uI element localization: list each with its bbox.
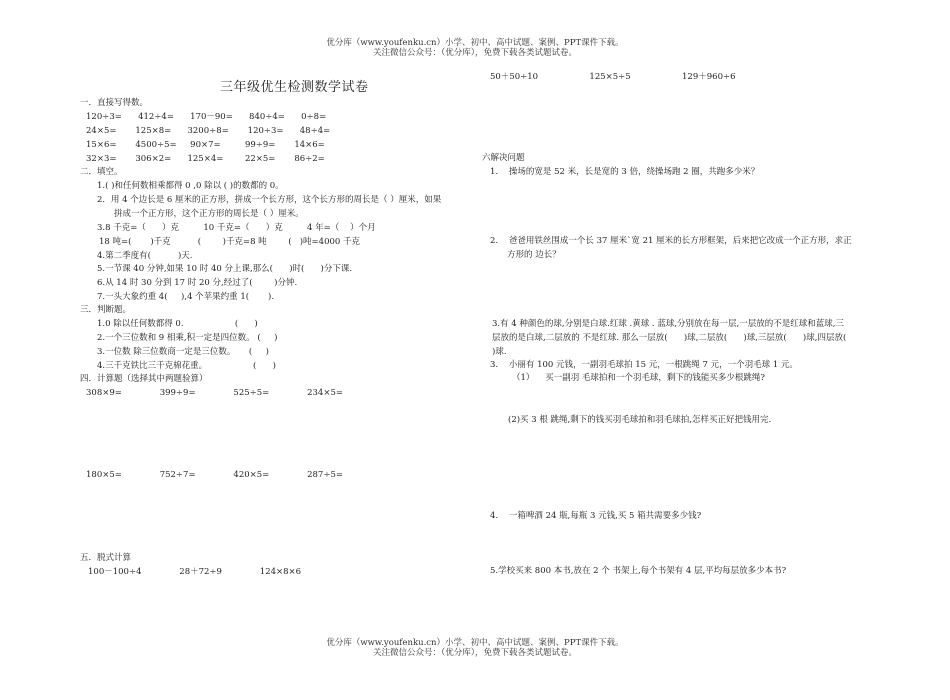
word-problem-2-cont: 方形的 边长？ bbox=[507, 250, 561, 260]
fill-blank-item: 7.一头大象约重 4( ),4 个苹果约重 1( ). bbox=[97, 292, 275, 302]
fill-blank-item: 1.( )和任何数相乘都得 0 ,0 除以 ( )的数都的 0。 bbox=[97, 181, 284, 191]
exam-title: 三年级优生检测数学试卷 bbox=[220, 80, 369, 95]
page-header-line1: 优分库（www.youfenku.cn）小学、初中、高中试题、案例、PPT课件下载。 bbox=[326, 38, 624, 48]
true-false-item: 2.一个三位数和 9 相乘,积一定是四位数。 ( ) bbox=[97, 333, 278, 343]
page-header-line2: 关注微信公众号：（优分库），免费下载各类试题试卷。 bbox=[372, 48, 577, 58]
true-false-item: 1.0 除以任何数都得 0. ( ) bbox=[97, 319, 258, 329]
word-problem-6: 5.学校买来 800 本书,放在 2 个 书架上,每个书架有 4 层,平均每层放多少本书? bbox=[490, 566, 787, 576]
section-1-heading: 一．直接写得数。 bbox=[80, 98, 149, 108]
section-3-heading: 三．判断题。 bbox=[80, 305, 132, 315]
fill-blank-item: 拼成一个正方形，这个正方形的周长是（ ）厘米。 bbox=[114, 209, 304, 219]
section-4-heading: 四．计算题（选择其中两题验算） bbox=[80, 374, 208, 384]
page-footer-line2: 关注微信公众号：（优分库），免费下载各类试题试卷。 bbox=[372, 648, 577, 658]
fill-blank-item: 4.第二季度有( )天. bbox=[97, 251, 193, 261]
word-problem-4: 3. 小丽有 100 元钱，一副羽毛球拍 15 元，一根跳绳 7 元，一个羽毛球 1 元。 bbox=[490, 360, 798, 370]
word-problem-5: 4. 一箱啤酒 24 瓶,每瓶 3 元钱,买 5 箱共需要多少钱? bbox=[490, 511, 702, 521]
fill-blank-item: 6.从 14 时 30 分到 17 时 20 分,经过了( )分钟. bbox=[97, 278, 298, 288]
word-problem-4-part2: (2)买 3 根 跳绳,剩下的钱买羽毛球拍和羽毛球拍,怎样买正好把钱用完. bbox=[508, 415, 772, 425]
oral-calc-row: 120÷3= 412÷4= 170－90= 840÷4= 0÷8= bbox=[86, 112, 327, 122]
fill-blank-item: 18 吨=( )千克 ( )千克=8 吨 ( )吨=4000 千克 bbox=[99, 237, 360, 247]
word-problem-3-cont: )球. bbox=[492, 347, 507, 357]
stepwise-calc-row: 50＋50÷10 125×5÷5 129＋960÷6 bbox=[490, 72, 736, 82]
section-5-heading: 五．脱式计算 bbox=[80, 553, 132, 563]
word-problem-1: 1. 操场的宽是 52 米，长是宽的 3 倍，绕操场跑 2 圈，共跑多少米？ bbox=[490, 167, 760, 177]
true-false-item: 4.三千克铁比三千克棉花重。 ( ) bbox=[97, 361, 276, 371]
word-problem-4-part1: （1） 买一副羽 毛球拍和一个羽毛球，剩下的钱能买多少根跳绳? bbox=[512, 373, 765, 383]
fill-blank-item: 2．用 4 个边长是 6 厘米的正方形，拼成一个长方形，这个长方形的周长是（ ）厘米，如果 bbox=[97, 195, 442, 205]
word-problem-3: 3.有 4 种颜色的球,分别是白球.红球 .黄球 . 蓝球,分别放在每一层,一层放的不是红球和蓝球,三 bbox=[492, 319, 844, 329]
oral-calc-row: 15×6= 4500÷5= 90×7= 99÷9= 14×6= bbox=[86, 140, 325, 150]
oral-calc-row: 24×5= 125×8= 3200÷8= 120÷3= 48÷4= bbox=[86, 126, 331, 136]
word-problem-3-cont: 层放的是白球,二层放的 不是红球. 那么一层放( )球,二层放( )球,三层放( )球,四层放( bbox=[492, 333, 847, 343]
stepwise-calc-row: 100－100÷4 28＋72÷9 124×8×6 bbox=[88, 567, 302, 577]
section-6-heading: 六解决问题 bbox=[482, 153, 525, 163]
section-2-heading: 二．填空。 bbox=[80, 167, 123, 177]
calc-row: 180×5= 752÷7= 420×5= 287÷5= bbox=[86, 470, 343, 480]
page-footer-line1: 优分库（www.youfenku.cn）小学、初中、高中试题、案例、PPT课件下载。 bbox=[326, 638, 624, 648]
calc-row: 308×9= 399÷9= 525÷5= 234×5= bbox=[86, 388, 343, 398]
fill-blank-item: 3.8 千克=（ ）克 10 千克=（ ）克 4 年=（ ）个月 bbox=[97, 223, 376, 233]
word-problem-2: 2. 爸爸用铁丝围成一个长 37 厘米`宽 21 厘米的长方形框架，后来把它改成一个正方形，求正 bbox=[490, 236, 852, 246]
oral-calc-row: 32×3= 306×2= 125×4= 22×5= 86÷2= bbox=[86, 154, 325, 164]
true-false-item: 3.一位数 除三位数商一定是三位数。 ( ) bbox=[97, 347, 269, 357]
fill-blank-item: 5.一节课 40 分钟,如果 10 时 40 分上课,那么( )时( )分下课. bbox=[97, 264, 353, 274]
